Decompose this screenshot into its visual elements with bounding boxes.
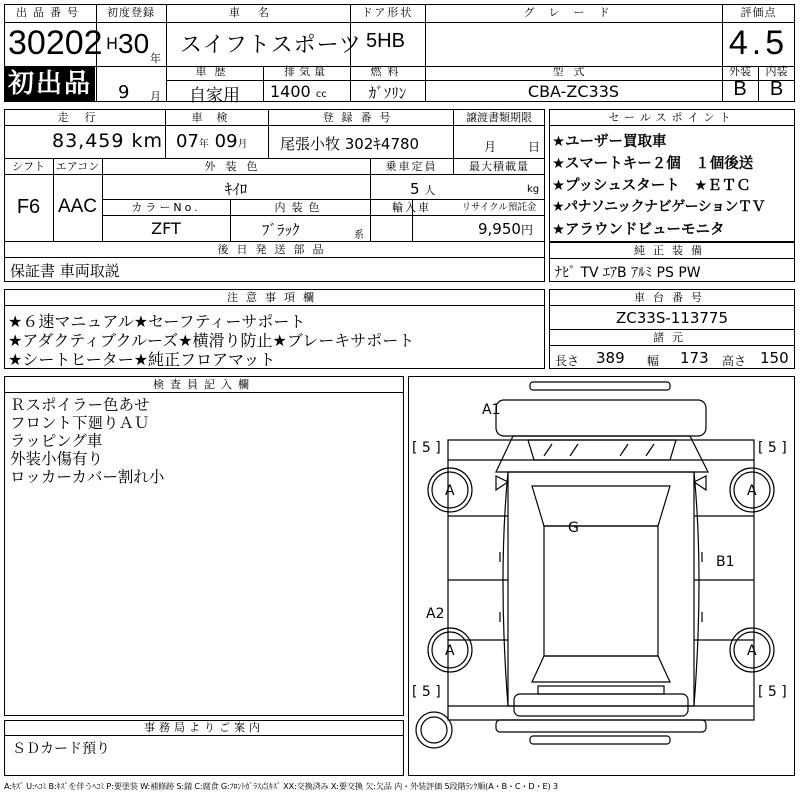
- chassis-value: ZC33S-113775: [615, 309, 729, 327]
- tread-front-right: [ 5 ]: [758, 440, 787, 456]
- mileage-value: 83,459 km: [52, 130, 164, 152]
- recycle-unit: 円: [520, 223, 533, 237]
- reg-month: 9: [118, 82, 130, 103]
- type-label: 型式: [552, 65, 595, 78]
- transfer-day: 日: [528, 140, 541, 154]
- selling-point: ★アラウンドビューモニタ: [552, 222, 725, 238]
- type-value: CBA-ZC33S: [527, 82, 620, 101]
- reg-month-unit: 月: [150, 90, 161, 103]
- tire-code-rear-right: A: [747, 643, 757, 659]
- exterior-color-label: 外装色: [204, 160, 268, 173]
- width-value: 173: [680, 349, 709, 367]
- inspector-line: 外装小傷有り: [10, 450, 104, 468]
- shift-label: シフト: [12, 160, 45, 173]
- tire-code-front-right: A: [747, 483, 757, 499]
- notes-line: ★シートヒーター★純正フロアマット: [8, 350, 276, 369]
- lot-number: 30202: [8, 24, 103, 62]
- plate-value: 尾張小牧 302ｷ4780: [280, 135, 420, 153]
- exterior-score-label: 外装: [729, 65, 751, 78]
- model-name: スイフトスポーツ: [180, 33, 362, 58]
- interior-color-unit: 系: [354, 230, 364, 241]
- legend: A:ｷｽﾞ U:ﾍｺﾐ B:ｷｽﾞを伴うﾍｺﾐ P:要塗装 W:補修跡 S:錆 C:腐食 G:ﾌﾛﾝﾄｶﾞﾗｽ点ｷｽﾞ XX:交換済み X:要交換 欠:欠品 内・外装評価 5段階ﾗﾝｸ順(A・B・C・D・E) 3: [4, 781, 558, 791]
- color-no-label: カラーNo.: [131, 201, 201, 214]
- transfer-month: 月: [484, 140, 497, 154]
- inspector-line: Ｒスポイラー色あせ: [10, 396, 150, 414]
- exterior-color-value: ｷｲﾛ: [224, 180, 248, 198]
- interior-score-label: 内装: [765, 65, 788, 78]
- width-label: 幅: [647, 354, 660, 368]
- tread-rear-right: [ 5 ]: [758, 684, 787, 700]
- import-label: 輸入車: [392, 201, 431, 214]
- selling-point: ★ユーザー買取車: [552, 134, 667, 150]
- length-value: 389: [596, 349, 625, 367]
- inspection-label: 車検: [191, 111, 242, 124]
- door-value: 5HB: [366, 30, 405, 52]
- notes-line: ★アダクティブクルーズ★横滑り防止★ブレーキサポート: [8, 331, 415, 350]
- inspector-label: 検査員記入欄: [153, 378, 255, 391]
- selling-point: ★パナソニックナビゲーションＴＶ: [552, 199, 766, 215]
- office-label: 事務局よりご案内: [144, 721, 264, 734]
- transfer-deadline-label: 譲渡書類期限: [466, 111, 532, 124]
- equipment-label: 純正装備: [634, 244, 710, 257]
- tire-code-front-left: A: [445, 483, 455, 499]
- score-label: 評価点: [740, 6, 777, 19]
- office-value: ＳＤカード預り: [12, 741, 110, 757]
- fuel-label: 燃料: [370, 65, 405, 78]
- inspection-value: 07年 09月: [176, 131, 248, 152]
- interior-color-label: 内装色: [274, 201, 326, 214]
- tread-front-left: [ 5 ]: [412, 440, 441, 456]
- tread-rear-left: [ 5 ]: [412, 684, 441, 700]
- model-label: 車名: [229, 6, 287, 19]
- recycle-value: 9,950円: [478, 220, 533, 238]
- notes-line: ★６速マニュアル★セーフティーサポート: [8, 312, 306, 331]
- later-parts-label: 後日発送部品: [217, 243, 332, 256]
- grade-label: グレード: [523, 6, 624, 19]
- tire-code-rear-left: A: [445, 643, 455, 659]
- lot-number-label: 出品番号: [16, 6, 84, 19]
- selling-point: ★スマートキー２個 １個後送: [552, 156, 754, 172]
- aircon-label: エアコン: [55, 160, 100, 173]
- history-label: 車歴: [195, 65, 234, 78]
- selling-point: ★プッシュスタート ★ＥＴＣ: [552, 178, 751, 194]
- length-label: 長さ: [555, 354, 580, 368]
- reg-era: H: [106, 34, 119, 53]
- door-label: ドア形状: [361, 6, 414, 19]
- capacity-unit: 人: [424, 184, 436, 197]
- mileage-label: 走行: [57, 111, 112, 124]
- damage-code-a2: A2: [426, 606, 445, 622]
- height-label: 高さ: [722, 354, 747, 368]
- inspector-line: フロント下廻りＡＵ: [10, 414, 150, 432]
- inspector-line: ロッカーカバー割れ小: [10, 468, 165, 486]
- displacement-value: 1400 cc: [270, 82, 327, 101]
- history-value: 自家用: [189, 86, 240, 106]
- interior-color-value: ﾌﾞﾗｯｸ: [262, 221, 300, 239]
- first-listing-badge: 初出品: [5, 67, 95, 101]
- max-load-unit: kg: [527, 184, 540, 195]
- damage-code-b1: B1: [716, 554, 735, 570]
- score-value: 4.5: [728, 24, 789, 62]
- shift-value: F6: [16, 196, 41, 218]
- capacity-label: 乗車定員: [385, 160, 438, 173]
- exterior-score: B: [733, 78, 747, 100]
- damage-code-a1: A1: [482, 402, 501, 418]
- reg-year-unit: 年: [150, 52, 161, 65]
- notes-label: 注意事項欄: [227, 291, 322, 304]
- max-load-label: 最大積載量: [469, 160, 529, 173]
- aircon-value: AAC: [57, 196, 98, 217]
- specs-label: 諸元: [653, 331, 691, 344]
- height-value: 150: [760, 349, 789, 367]
- equipment-value: ﾅﾋﾞ TV ｴｱB ｱﾙﾐ PS PW: [555, 265, 701, 281]
- recycle-label: リサイクル預託金: [461, 202, 537, 213]
- inspector-line: ラッピング車: [10, 432, 103, 450]
- mileage-unit: km: [131, 130, 164, 152]
- capacity-value: 5 人: [410, 180, 436, 198]
- later-parts-value: 保証書 車両取説: [10, 262, 120, 280]
- chassis-label: 車台番号: [634, 291, 710, 304]
- displacement-unit: cc: [315, 89, 327, 100]
- interior-score: B: [769, 78, 784, 100]
- color-no-value: ZFT: [151, 219, 181, 238]
- plate-label: 登録番号: [322, 111, 399, 124]
- first-registration-label: 初度登録: [107, 6, 155, 19]
- displacement-label: 排気量: [284, 65, 329, 78]
- car-diagram: [408, 376, 795, 776]
- fuel-value: ｶﾞｿﾘﾝ: [368, 84, 407, 102]
- reg-year: 30: [118, 28, 150, 59]
- selling-points-label: セールスポイント: [608, 111, 736, 124]
- damage-code-g: G: [568, 520, 579, 536]
